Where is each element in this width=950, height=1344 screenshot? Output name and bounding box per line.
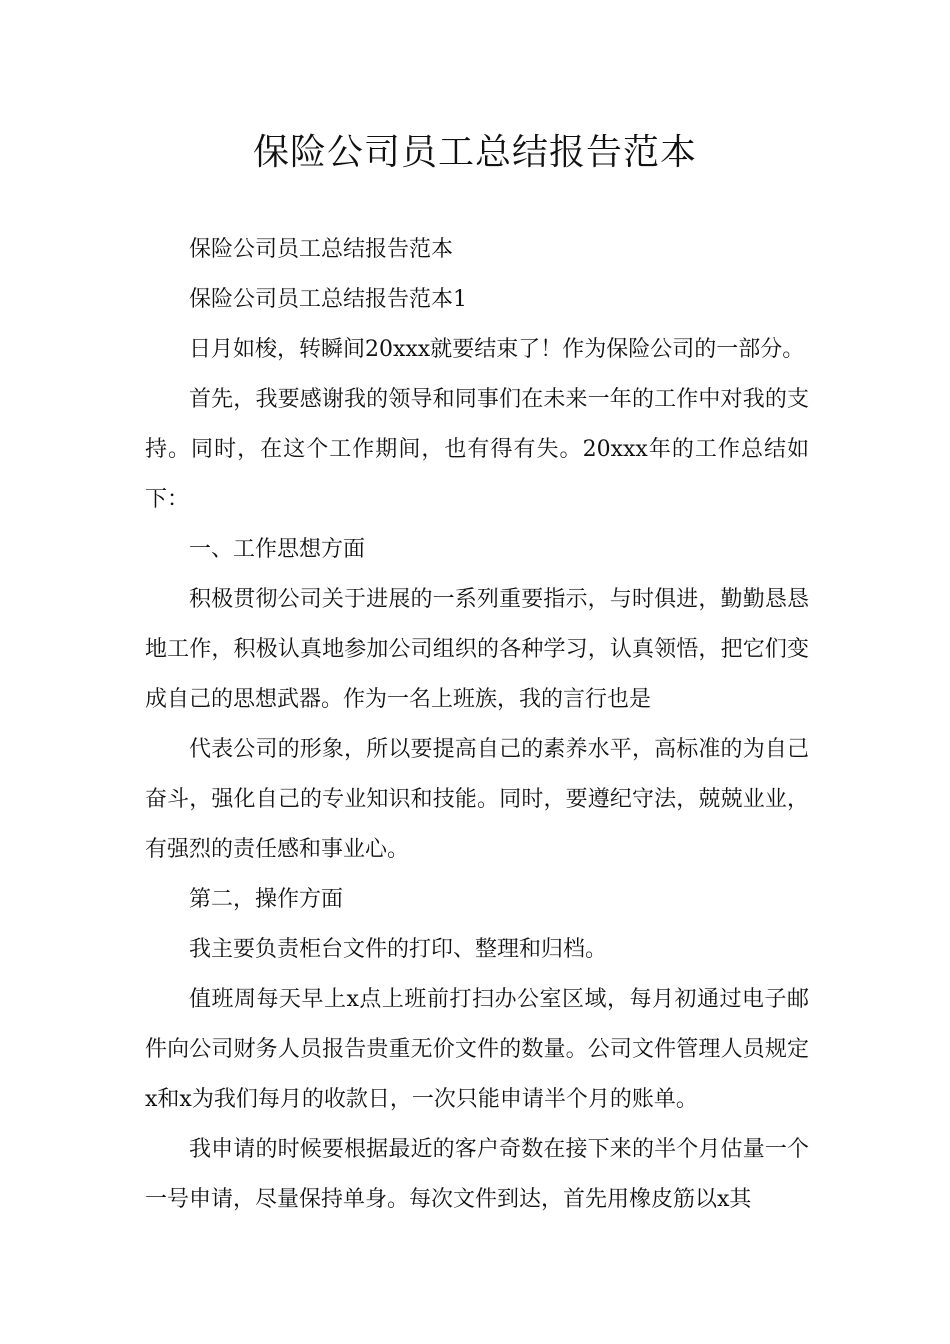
paragraph: 首先，我要感谢我的领导和同事们在未来一年的工作中对我的支持。同时，在这个工作期间，也有得有失。20xxx年的工作总结如下： [145, 387, 809, 512]
paragraph: 代表公司的形象，所以要提高自己的素养水平，高标准的为自己奋斗，强化自己的专业知识和技能。同时，要遵纪守法，兢兢业业，有强烈的责任感和事业心。 [145, 737, 809, 862]
paragraph: 我申请的时候要根据最近的客户奇数在接下来的半个月估量一个一号申请，尽量保持单身。每次文件到达，首先用橡皮筋以x其 [145, 1137, 809, 1212]
paragraph-heading: 一、工作思想方面 [189, 537, 366, 562]
document-body [145, 225, 809, 1225]
paragraph-section-heading: 保险公司员工总结报告范本1 [189, 287, 467, 312]
paragraph: 日月如梭，转瞬间20xxx就要结束了！作为保险公司的一部分。 [189, 337, 805, 362]
paragraph: 值班周每天早上x点上班前打扫办公室区域，每月初通过电子邮件向公司财务人员报告贵重无价文件的数量。公司文件管理人员规定x和x为我们每月的收款日，一次只能申请半个月的账单。 [145, 987, 809, 1112]
paragraph: 我主要负责柜台文件的打印、整理和归档。 [189, 937, 608, 962]
paragraph: 积极贯彻公司关于进展的一系列重要指示，与时俱进，勤勤恳恳地工作，积极认真地参加公司组织的各种学习，认真领悟，把它们变成自己的思想武器。作为一名上班族，我的言行也是 [145, 587, 809, 712]
paragraph-subtitle: 保险公司员工总结报告范本 [189, 237, 454, 262]
paragraph-heading: 第二，操作方面 [189, 887, 344, 912]
document-title: 保险公司员工总结报告范本 [252, 132, 697, 173]
